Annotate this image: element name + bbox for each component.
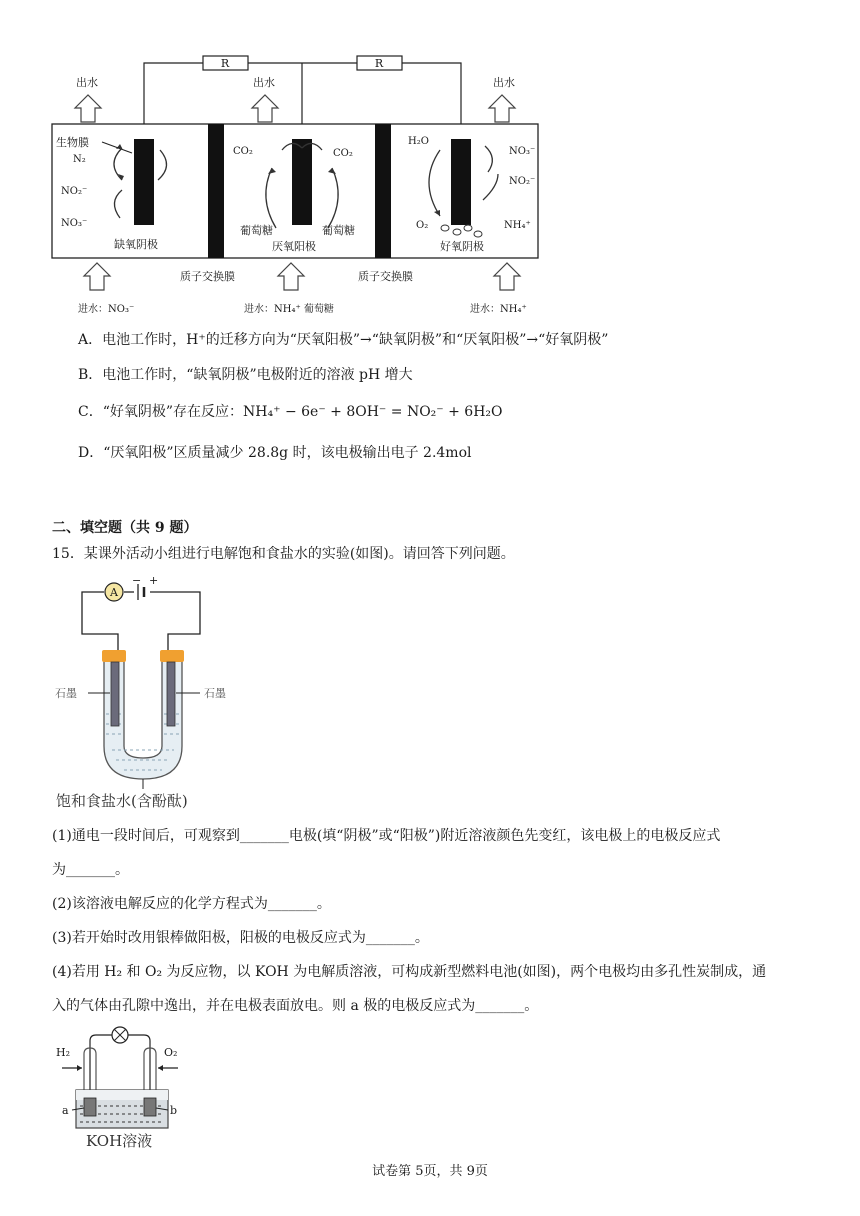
species-co2-right: CO₂ <box>333 148 353 159</box>
fuel-cell-diagram <box>40 50 560 320</box>
outlet-arrow-3 <box>489 95 515 122</box>
graphite-label-left: 石墨 <box>55 687 77 700</box>
outlet-label-1: 出水 <box>76 76 98 89</box>
page-footer: 试卷第 5页，共 9页 <box>372 1164 488 1179</box>
option-letter: D． <box>78 445 104 461</box>
species-glucose-right: 葡萄糖 <box>322 224 355 237</box>
species-no2-3: NO₂⁻ <box>509 176 536 187</box>
hydrogen-fuel-cell-diagram <box>52 1024 202 1154</box>
koh-label: KOH溶液 <box>86 1132 153 1150</box>
outlet-arrow-2 <box>252 95 278 122</box>
cathode-anoxic <box>134 139 154 225</box>
q15-part4-line2: 入的气体由孔隙中逸出，并在电极表面放电。则 a 极的电极反应式为_______。 <box>52 998 539 1014</box>
option-letter: C． <box>78 404 103 420</box>
species-n2: N₂ <box>73 154 86 165</box>
option-text: “好氧阴极”存在反应：NH₄⁺ − 6e⁻ + 8OH⁻ = NO₂⁻ + 6H₂O <box>102 404 503 420</box>
outlet-label-3: 出水 <box>493 76 515 89</box>
inlet-label-1: 进水：NO₃⁻ <box>78 304 135 315</box>
ammeter-label: A <box>110 586 118 599</box>
proton-membrane-2 <box>375 124 391 258</box>
species-o2: O₂ <box>416 220 429 231</box>
q15-part4-line1: (4)若用 H₂ 和 O₂ 为反应物，以 KOH 为电解质溶液，可构成新型燃料电池(如图)，两个电极均由多孔性炭制成，通 <box>52 964 767 980</box>
q15-part1-line2: 为_______。 <box>52 862 129 878</box>
species-co2-left: CO₂ <box>233 146 253 157</box>
biofilm-label: 生物膜 <box>56 136 89 149</box>
proton-membrane-1 <box>208 124 224 258</box>
stopper-left <box>102 650 126 662</box>
option-c <box>78 402 503 422</box>
electrode-a <box>84 1098 96 1116</box>
section-heading: 二、填空题（共 9 题） <box>52 520 198 536</box>
resistor-1-label: R <box>220 57 230 70</box>
electrode-label-anaerobic-anode: 厌氧阳极 <box>272 240 316 253</box>
option-b <box>78 365 413 385</box>
h2-label: H₂ <box>56 1046 71 1059</box>
electrode-b-label: b <box>170 1104 178 1117</box>
stopper-right <box>160 650 184 662</box>
battery-minus: − <box>132 574 142 587</box>
option-text: 电池工作时，H⁺的迁移方向为“厌氧阳极”→“缺氧阴极”和“厌氧阳极”→“好氧阴极” <box>102 332 609 348</box>
o2-label: O₂ <box>164 1046 178 1059</box>
species-h2o: H₂O <box>408 136 429 147</box>
inlet-arrow-2 <box>278 263 304 290</box>
option-a <box>78 330 608 350</box>
membrane-label-2: 质子交换膜 <box>358 270 413 283</box>
electrode-a-label: a <box>62 1104 69 1117</box>
option-d <box>78 443 471 463</box>
option-letter: B． <box>78 367 103 383</box>
electrode-label-aerobic-cathode: 好氧阴极 <box>440 240 484 253</box>
option-letter: A． <box>78 332 103 348</box>
outlet-arrow-1 <box>75 95 101 122</box>
solution-label: 饱和食盐水(含酚酞) <box>56 792 188 810</box>
membrane-label-1: 质子交换膜 <box>180 270 235 283</box>
inlet-arrow-3 <box>494 263 520 290</box>
electrode-b <box>144 1098 156 1116</box>
species-nh4-3: NH₄⁺ <box>504 220 531 231</box>
electrolysis-diagram <box>52 574 242 810</box>
graphite-electrode-right <box>167 662 175 726</box>
q15-part2: (2)该溶液电解反应的化学方程式为_______。 <box>52 896 331 912</box>
species-no2-1: NO₂⁻ <box>61 186 88 197</box>
resistor-2-label: R <box>374 57 384 70</box>
option-text: “厌氧阳极”区质量减少 28.8g 时，该电极输出电子 2.4mol <box>103 445 472 461</box>
species-glucose-left: 葡萄糖 <box>240 224 273 237</box>
option-text: 电池工作时，“缺氧阴极”电极附近的溶液 pH 增大 <box>102 367 413 383</box>
q15-stem: 15．某课外活动小组进行电解饱和食盐水的实验(如图)。请回答下列问题。 <box>52 546 515 562</box>
cathode-aerobic <box>451 139 471 225</box>
electrode-label-anoxic-cathode: 缺氧阴极 <box>114 238 158 251</box>
q15-part3: (3)若开始时改用银棒做阳极，阳极的电极反应式为_______。 <box>52 930 429 946</box>
graphite-electrode-left <box>111 662 119 726</box>
q15-part1-line1: (1)通电一段时间后，可观察到_______电极(填“阴极”或“阳极”)附近溶液颜色先变红，该电极上的电极反应式 <box>52 828 721 844</box>
inlet-arrow-1 <box>84 263 110 290</box>
inlet-label-3: 进水：NH₄⁺ <box>470 304 527 315</box>
graphite-label-right: 石墨 <box>204 687 226 700</box>
species-no3-3: NO₃⁻ <box>509 146 536 157</box>
battery-plus: + <box>149 574 159 587</box>
species-no3-1: NO₃⁻ <box>61 218 88 229</box>
outlet-label-2: 出水 <box>253 76 275 89</box>
inlet-label-2: 进水：NH₄⁺ 葡萄糖 <box>244 304 334 315</box>
anode-anaerobic <box>292 139 312 225</box>
